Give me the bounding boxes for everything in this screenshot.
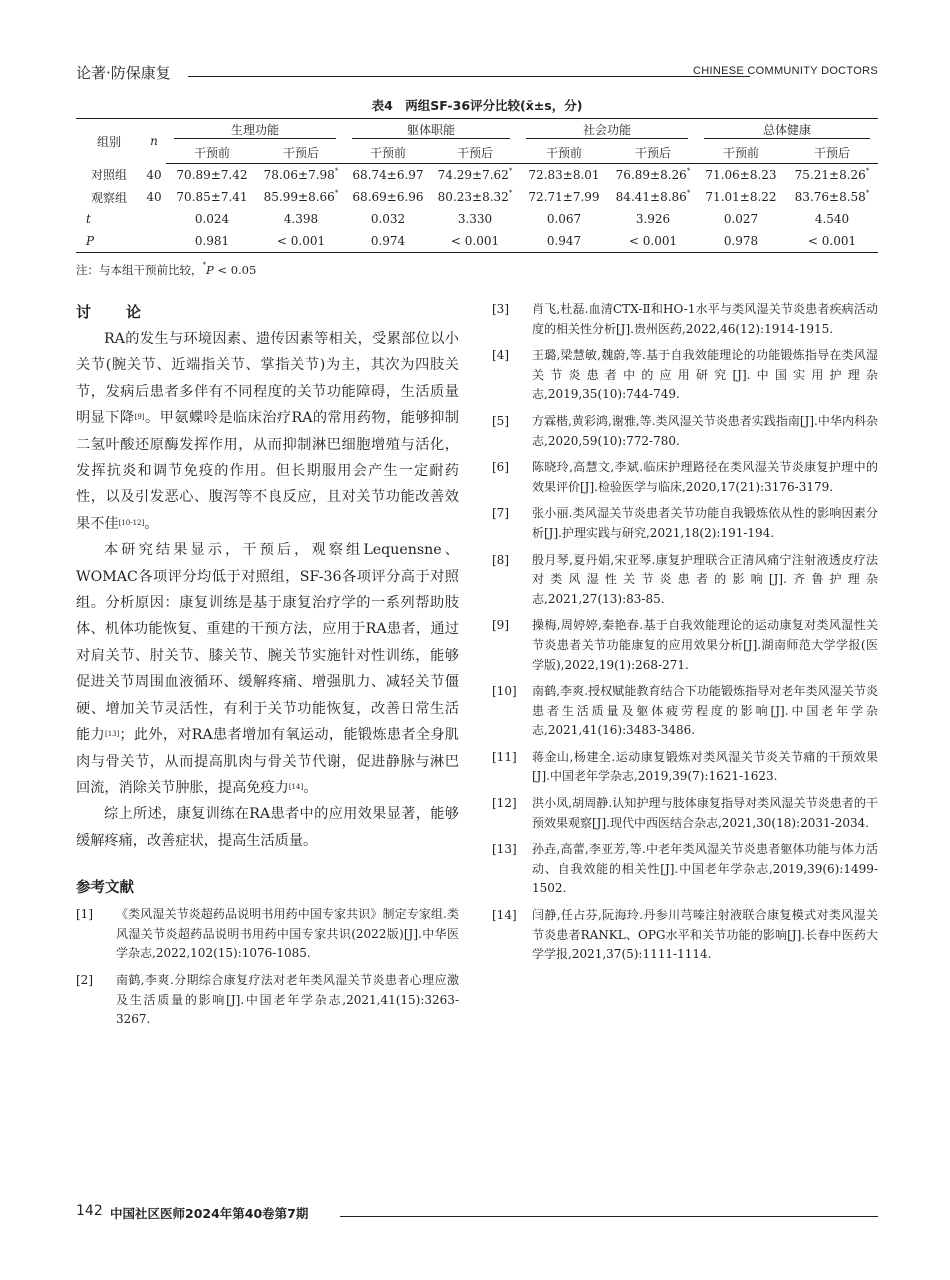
group-header: 躯体职能 (344, 119, 518, 142)
discussion-heading: 讨 论 (76, 303, 152, 321)
table-cell: 84.41±8.86* (615, 189, 691, 204)
group-header: 生理功能 (166, 119, 344, 142)
left-column (76, 300, 459, 1037)
subheader: 干预前 (696, 141, 786, 164)
table-cell: < 0.001 (786, 230, 878, 253)
reference-text: 方霖楷,黄彩鸿,谢雅,等.类风湿关节炎患者实践指南[J].中华内科杂志,2020,59(10):772-780. (532, 413, 878, 448)
reference-number: [2] (76, 972, 93, 987)
reference-text: 肖飞,杜磊.血清CTX-Ⅱ和HO-1水平与类风湿关节炎患者疾病活动度的相关性分析[J].贵州医药,2022,46(12):1914-1915. (532, 302, 878, 336)
reference-list-left (76, 905, 459, 1030)
table-cell: 3.926 (635, 212, 671, 226)
reference-text: 《类风湿关节炎超药品说明书用药中国专家共识》制定专家组.类风湿关节炎超药品说明书用药中国专家共识(2022版)[J].中华医学杂志,2022,102(15):1076-1085. (116, 907, 459, 961)
reference-number: [9] (492, 618, 509, 633)
discussion-paragraph-3: 综上所述，康复训练在RA患者中的应用效果显著，能够缓解疼痛，改善症状，提高生活质量。 (76, 806, 459, 849)
journal-title-en: CHINESE COMMUNITY DOCTORS (693, 65, 878, 77)
reference-number: [7] (492, 506, 509, 521)
row-label: t (86, 212, 91, 226)
reference-item (492, 504, 878, 543)
table-cell: 0.978 (696, 230, 786, 253)
page-number: 142 (76, 1203, 103, 1219)
reference-item (492, 300, 878, 339)
table-cell: 0.974 (344, 230, 432, 253)
table-cell: < 0.001 (432, 230, 518, 253)
table-cell: 4.540 (814, 212, 850, 226)
reference-text: 孙垚,高蕾,李亚芳,等.中老年类风湿关节炎患者躯体功能与体力活动、自我效能的相关性[J].中国老年学杂志,2019,39(6):1499-1502. (532, 842, 878, 896)
journal-issue: 中国社区医师2024年第40卷第7期 (110, 1206, 309, 1221)
table-cell: 0.024 (194, 212, 230, 226)
reference-item (492, 794, 878, 833)
row-label: P (76, 230, 142, 253)
group-header: 总体健康 (696, 119, 878, 142)
table-cell: 71.01±8.22 (705, 190, 777, 204)
reference-number: [5] (492, 413, 509, 428)
sf36-table (76, 118, 878, 253)
discussion-paragraph-2: 本研究结果显示，干预后，观察组Lequensne、WOMAC各项评分均低于对照组，SF-36各项评分高于对照组。分析原因：康复训练是基于康复治疗学的一系列帮助肢体、机体功能恢复、重建的干预方法，应用于RA患者，通过对肩关节、肘关节、膝关节、腕关节实施针对性训练，能够促进关节周围血液循环、缓解疼痛、增强肌力、减轻关节僵硬、增加关节灵活性，有利于关节功能恢复，改善日常生活能力[13]；此外，对RA患者增加有氧运动，能锻炼患者全身肌肉与骨关节，从而提高肌肉与骨关节代谢，促进静脉与淋巴回流，消除关节肿胀，提高免疫力[14]。 (76, 542, 459, 796)
table-cell: 85.99±8.66* (263, 189, 339, 204)
table-cell: 72.71±7.99 (528, 190, 600, 204)
subheader: 干预前 (166, 141, 258, 164)
col-n-header: n (142, 119, 166, 164)
table-cell: 0.032 (370, 212, 406, 226)
table-row (76, 230, 878, 253)
table-title: 表4 两组SF-36评分比较(x̄±s，分) (371, 98, 583, 113)
reference-item (492, 412, 878, 451)
table-cell: 80.23±8.32* (437, 189, 513, 204)
table-cell: 74.29±7.62* (437, 167, 513, 182)
table-header-row (76, 119, 878, 142)
row-n (142, 230, 166, 253)
table-row (76, 208, 878, 230)
table-cell: 0.981 (166, 230, 258, 253)
table-cell: 70.89±7.42 (176, 168, 248, 182)
reference-number: [10] (492, 684, 517, 699)
table-note: 注：与本组干预前比较，*P < 0.05 (76, 261, 257, 277)
footer-rule (340, 1216, 878, 1217)
reference-number: [12] (492, 796, 517, 811)
subheader: 干预后 (610, 141, 696, 164)
reference-item (492, 748, 878, 787)
table-cell: 70.85±7.41 (176, 190, 248, 204)
table-cell: 76.89±8.26* (615, 167, 691, 182)
table-cell: 68.74±6.97 (352, 168, 424, 182)
reference-text: 南鹤,李爽.授权赋能教育结合下功能锻炼指导对老年类风湿关节炎患者生活质量及躯体疲劳程度的影响[J].中国老年学杂志,2021,41(16):3483-3486. (532, 684, 878, 738)
reference-text: 陈晓玲,高慧文,李斌.临床护理路径在类风湿关节炎康复护理中的效果评价[J].检验医学与临床,2020,17(21):3176-3179. (532, 460, 878, 494)
reference-text: 洪小凤,胡周静.认知护理与肢体康复指导对类风湿关节炎患者的干预效果观察[J].现代中西医结合杂志,2021,30(18):2031-2034. (532, 796, 878, 830)
reference-list-right (492, 300, 878, 965)
reference-text: 王璐,梁慧敏,魏蔚,等.基于自我效能理论的功能锻炼指导在类风湿关节炎患者中的应用研究[J].中国实用护理杂志,2019,35(10):744-749. (532, 348, 878, 402)
reference-item (492, 346, 878, 405)
reference-number: [8] (492, 552, 509, 567)
reference-number: [1] (76, 907, 93, 922)
reference-item (76, 971, 459, 1030)
col-group-header: 组别 (76, 119, 142, 164)
reference-item (76, 905, 459, 964)
table-subheader-row (76, 141, 878, 164)
table-cell: 78.06±7.98* (263, 167, 339, 182)
reference-item (492, 906, 878, 965)
table-cell: 68.69±6.96 (352, 190, 424, 204)
table-cell: 72.83±8.01 (528, 168, 600, 182)
row-label: 观察组 (90, 190, 127, 205)
subheader: 干预后 (258, 141, 344, 164)
table-row (76, 164, 878, 187)
reference-text: 蒋金山,杨建全.运动康复锻炼对类风湿关节炎关节痛的干预效果[J].中国老年学杂志,2019,39(7):1621-1623. (532, 749, 878, 784)
reference-number: [3] (492, 302, 509, 316)
reference-number: [6] (492, 460, 509, 475)
table-cell: 0.067 (546, 212, 582, 226)
references-heading: 参考文献 (76, 880, 134, 897)
table-cell: 0.027 (723, 212, 759, 226)
reference-item (492, 682, 878, 741)
reference-item (492, 551, 878, 610)
reference-number: [4] (492, 348, 509, 363)
table-cell: 71.06±8.23 (705, 168, 777, 182)
row-n (142, 208, 166, 230)
row-n: 40 (146, 190, 162, 204)
subheader: 干预前 (344, 141, 432, 164)
row-label: 对照组 (90, 168, 127, 183)
header-rule (188, 76, 750, 77)
subheader: 干预前 (518, 141, 610, 164)
reference-number: [14] (492, 908, 517, 923)
row-n: 40 (146, 167, 162, 182)
reference-text: 殷月琴,夏丹娟,宋亚琴.康复护理联合正清风痛宁注射液透皮疗法对类风湿性关节炎患者的影响[J].齐鲁护理杂志,2021,27(13):83-85. (532, 552, 878, 606)
reference-text: 闫静,任占芬,阮海玲.丹参川芎嗪注射液联合康复模式对类风湿关节炎患者RANKL、OPG水平和关节功能的影响[J].长春中医药大学学报,2021,37(5):1111-1114. (532, 908, 878, 962)
reference-text: 张小丽.类风湿关节炎患者关节功能自我锻炼依从性的影响因素分析[J].护理实践与研究,2021,18(2):191-194. (532, 506, 878, 540)
section-label: 论著·防保康复 (76, 64, 171, 82)
reference-item (492, 616, 878, 675)
table-cell: 3.330 (457, 212, 493, 226)
right-column (492, 300, 878, 972)
discussion-paragraph-1: RA的发生与环境因素、遗传因素等相关，受累部位以小关节(腕关节、近端指关节、掌指关节)为主，其次为四肢关节，发病后患者多伴有不同程度的关节功能障碍，生活质量明显下降[9]。甲氨蝶呤是临床治疗RA的常用药物，能够抑制二氢叶酸还原酶发挥作用，从而抑制淋巴细胞增殖与活化，发挥抗炎和调节免疫的作用。但长期服用会产生一定耐药性，以及引发恶心、腹泻等不良反应，且对关节功能改善效果不佳[10-12]。 (76, 331, 459, 532)
table-cell: 4.398 (283, 212, 319, 226)
subheader: 干预后 (432, 141, 518, 164)
subheader: 干预后 (786, 141, 878, 164)
reference-item (492, 840, 878, 899)
reference-text: 南鹤,李爽.分期综合康复疗法对老年类风湿关节炎患者心理应激及生活质量的影响[J].中国老年学杂志,2021,41(15):3263-3267. (116, 972, 459, 1027)
table-cell: 0.947 (518, 230, 610, 253)
reference-item (492, 458, 878, 497)
group-header: 社会功能 (518, 119, 696, 142)
table-row (76, 186, 878, 208)
table-cell: < 0.001 (258, 230, 344, 253)
table-cell: < 0.001 (610, 230, 696, 253)
table-body (76, 164, 878, 253)
reference-number: [13] (492, 842, 517, 857)
table-cell: 75.21±8.26* (794, 167, 870, 182)
reference-text: 操梅,周婷婷,秦艳春.基于自我效能理论的运动康复对类风湿性关节炎患者关节功能康复的应用效果分析[J].湖南师范大学学报(医学版),2022,19(1):268-271. (532, 618, 878, 672)
reference-number: [11] (492, 749, 517, 764)
table-cell: 83.76±8.58* (794, 189, 870, 204)
